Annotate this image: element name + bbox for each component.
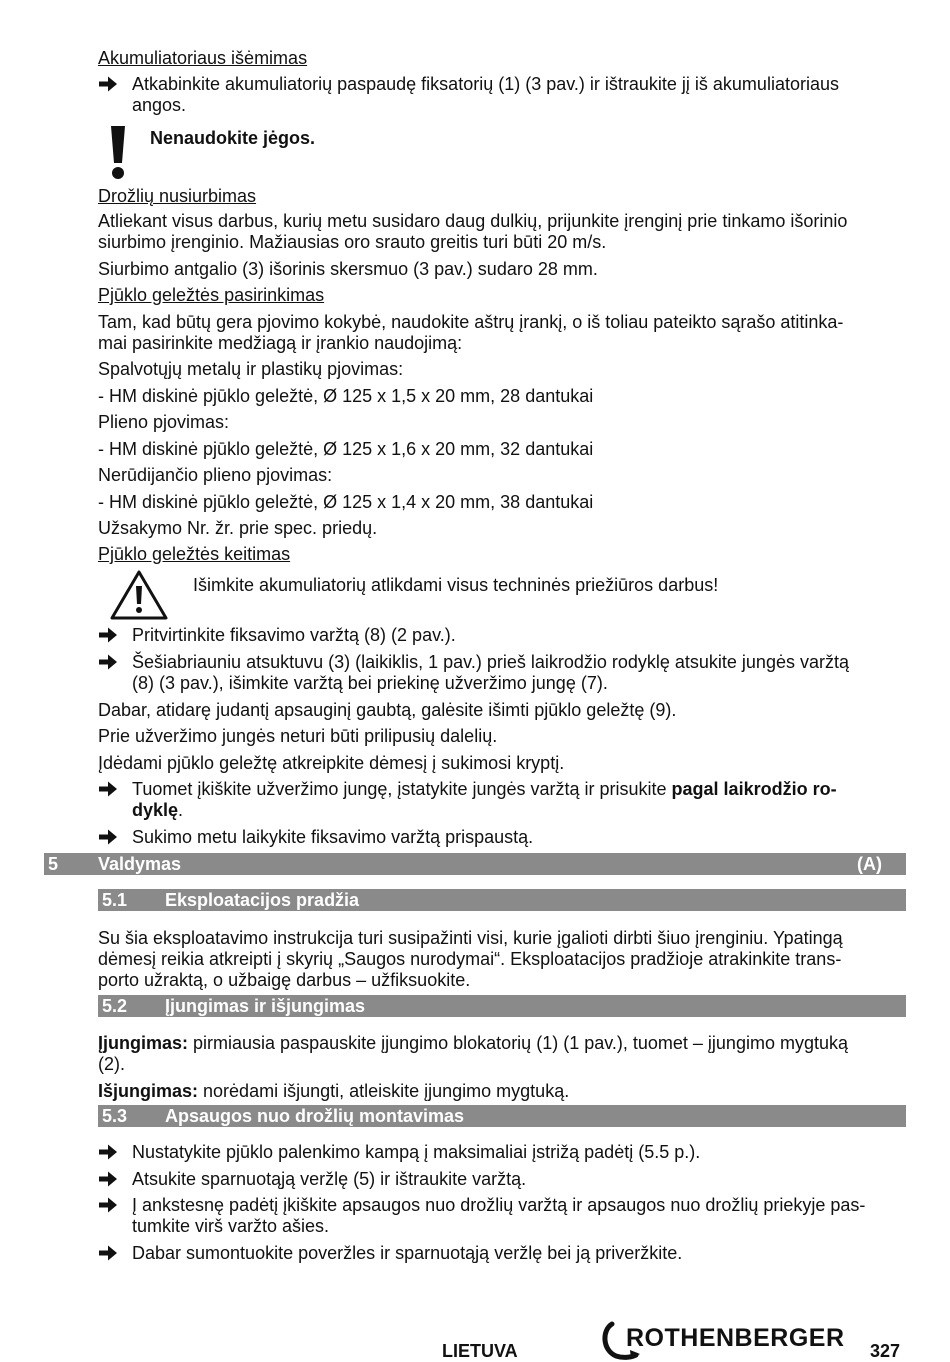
section-title: Įjungimas ir išjungimas: [165, 996, 366, 1016]
step-text-plain: Tuomet įkiškite užveržimo jungę, įstatykite jungės varžtą ir prisukite: [132, 779, 672, 799]
arrow-right-icon: [98, 626, 118, 644]
step-text-cont: [132, 800, 888, 821]
blade-choice-intro-l1: Tam, kad būtų gera pjovimo kokybė, naudokite aštrų įrankį, o iš toliau pateikto sąrašo atitinka-: [98, 312, 844, 332]
blade-change-para3: Įdėdami pjūklo geležtę atkreipkite dėmesį į sukimosi kryptį.: [98, 753, 565, 773]
arrow-right-icon: [98, 1244, 118, 1262]
arrow-right-icon: [98, 780, 118, 798]
chapter-number: 5: [48, 854, 59, 874]
section-number: 5.3: [102, 1106, 128, 1126]
s52-off-line: [98, 1081, 888, 1102]
step-text-cont: (8) (3 pav.), išimkite varžtą bei priekinę užveržimo jungę (7).: [132, 673, 608, 693]
step-text: Atsukite sparnuotąją veržlę (5) ir ištraukite varžtą.: [132, 1169, 527, 1189]
heading-dust-extraction: Drožlių nusiurbimas: [98, 186, 257, 206]
step-text: Dabar sumontuokite poveržles ir sparnuotąją veržlę bei ją priveržkite.: [132, 1243, 683, 1263]
off-text: norėdami išjungti, atleiskite įjungimo mygtuką.: [198, 1081, 570, 1101]
step-hold-screw: [98, 827, 888, 848]
arrow-right-icon: [98, 1143, 118, 1161]
on-text: pirmiausia paspauskite įjungimo blokatorių (1) (1 pav.), tuomet – įjungimo mygtuką: [188, 1033, 848, 1053]
stainless-blade: - HM diskinė pjūklo geležtė, Ø 125 x 1,4 x 20 mm, 38 dantukai: [98, 492, 594, 512]
heading-blade-change: Pjūklo geležtės keitimas: [98, 544, 291, 564]
section-number: 5.2: [102, 996, 128, 1016]
s51-line1: Su šia eksploatavimo instrukcija turi susipažinti visi, kurie įgalioti dirbti šiuo įrenginiu. Ypatingą: [98, 928, 843, 948]
step-insert-guard: [98, 1195, 888, 1237]
step-loosen-nut: [98, 1169, 888, 1190]
nonferrous-blade: - HM diskinė pjūklo geležtė, Ø 125 x 1,5 x 20 mm, 28 dantukai: [98, 386, 594, 406]
dust-para1-line1: Atliekant visus darbus, kurių metu susidaro daug dulkių, prijunkite įrenginį prie tinkamo išorinio: [98, 211, 848, 231]
chapter-title: Valdymas: [98, 854, 182, 874]
logo-brand-text: ROTHENBERGER: [626, 1324, 845, 1352]
order-note: Užsakymo Nr. žr. prie spec. priedų.: [98, 518, 378, 538]
step-text: Pritvirtinkite fiksavimo varžtą (8) (2 pav.).: [132, 625, 456, 645]
step-text: [132, 779, 888, 800]
on-label: Įjungimas:: [98, 1033, 189, 1053]
section-heading-bar: [98, 889, 906, 911]
exclamation-icon: [108, 126, 128, 180]
step-insert-flange: [98, 779, 888, 821]
heading-blade-choice: Pjūklo geležtės pasirinkimas: [98, 285, 325, 305]
rothenberger-logo: [600, 1320, 852, 1360]
chapter-figure-ref: (A): [857, 854, 882, 874]
arrow-right-icon: [98, 828, 118, 846]
section-number: 5.1: [102, 890, 128, 910]
step-text: Sukimo metu laikykite fiksavimo varžtą prispaustą.: [132, 827, 534, 847]
arrow-right-icon: [98, 653, 118, 671]
blade-change-para2: Prie užveržimo jungės neturi būti prilipusių dalelių.: [98, 726, 498, 746]
chapter-heading-bar: [44, 853, 906, 875]
s51-line2: dėmesį reikia atkreipti į skyrių „Saugos nurodymai“. Eksploatacijos pradžioje atrakinkite trans-: [98, 949, 842, 969]
blade-change-para1: Dabar, atidarę judantį apsauginį gaubtą, galėsite išimti pjūklo geležtę (9).: [98, 700, 677, 720]
step-text: Nustatykite pjūklo palenkimo kampą į maksimaliai įstrižą padėtį (5.5 p.).: [132, 1142, 701, 1162]
step-text-cont: tumkite virš varžto ašies.: [132, 1216, 330, 1236]
arrow-right-icon: [98, 1196, 118, 1214]
step-text: Į ankstesnę padėtį įkiškite apsaugos nuo drožlių varžtą ir apsaugos nuo drožlių priekyje pas-: [132, 1195, 866, 1215]
warning-text: Išimkite akumuliatorių atlikdami visus techninės priežiūros darbus!: [193, 575, 719, 595]
step-text: Šešiabriauniu atsuktuvu (3) (laikiklis, 1 pav.) prieš laikrodžio rodyklę atsukite jungės varžtą: [132, 652, 849, 672]
section-heading-bar: [98, 1105, 906, 1127]
section-title: Apsaugos nuo drožlių montavimas: [165, 1106, 465, 1126]
step-text-cont: angos.: [132, 95, 187, 115]
step-unscrew-flange: [98, 652, 888, 694]
section-title: Eksploatacijos pradžia: [165, 890, 360, 910]
stainless-label: Nerūdijančio plieno pjovimas:: [98, 465, 333, 485]
s51-line3: porto užraktą, o užbaigę darbus – užfiksuokite.: [98, 970, 471, 990]
step-battery-unlock: [98, 74, 888, 116]
blade-choice-intro-l2: mai pasirinkite medžiagą ir įrankio naudojimą:: [98, 333, 463, 353]
page-number: 327: [870, 1341, 901, 1361]
arrow-right-icon: [98, 75, 118, 93]
step-mount-washers: [98, 1243, 888, 1264]
heading-battery-removal: Akumuliatoriaus išėmimas: [98, 48, 308, 68]
dust-para1-line2: siurbimo įrenginio. Mažiausias oro srauto greitis turi būti 20 m/s.: [98, 232, 607, 252]
s52-on-line2: (2).: [98, 1054, 125, 1074]
step-text: Atkabinkite akumuliatorių paspaudę fiksatorių (1) (3 pav.) ir ištraukite jį iš akumuliatoriaus: [132, 74, 839, 94]
section-heading-bar: [98, 995, 906, 1017]
warning-triangle-icon: [109, 569, 169, 621]
steel-blade: - HM diskinė pjūklo geležtė, Ø 125 x 1,6 x 20 mm, 32 dantukai: [98, 439, 594, 459]
nonferrous-label: Spalvotųjų metalų ir plastikų pjovimas:: [98, 359, 404, 379]
s52-on-line1: [98, 1033, 888, 1054]
steel-label: Plieno pjovimas:: [98, 412, 230, 432]
off-label: Išjungimas:: [98, 1081, 199, 1101]
step-text-end: .: [178, 800, 184, 820]
step-fix-screw: [98, 625, 888, 646]
arrow-right-icon: [98, 1170, 118, 1188]
step-text-bold: pagal laikrodžio ro-: [671, 779, 837, 799]
step-set-angle: [98, 1142, 888, 1163]
step-text-bold-cont: dyklę: [132, 800, 179, 820]
dust-para2: Siurbimo antgalio (3) išorinis skersmuo (3 pav.) sudaro 28 mm.: [98, 259, 598, 279]
footer-country: LIETUVA: [442, 1341, 518, 1361]
notice-no-force: Nenaudokite jėgos.: [150, 128, 316, 148]
